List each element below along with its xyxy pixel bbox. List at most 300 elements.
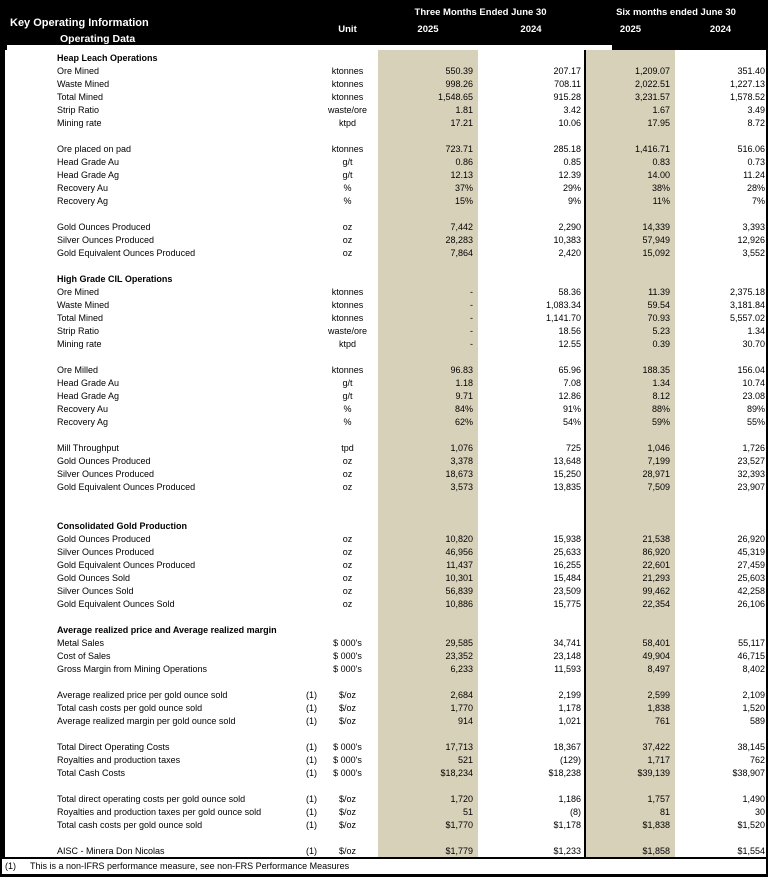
row-label: Recovery Au: [57, 183, 109, 193]
value-six-2024: 1,227.13: [729, 79, 765, 89]
value-q2-2024: 12.86: [558, 391, 581, 401]
value-q2-2025: 2,684: [450, 690, 473, 700]
footnote-reference: [303, 598, 317, 611]
value-six-2025: 11.39: [648, 287, 670, 297]
value-q2-2024: 10.06: [558, 118, 581, 128]
row-label: Royalties and production taxes per gold ounce sold: [57, 807, 262, 817]
value-six-2025: 28,971: [642, 469, 670, 479]
value-six-2024: 11.24: [743, 170, 765, 180]
footnote-reference: [303, 585, 317, 598]
row-label: Mill Throughput: [57, 443, 119, 453]
value-six-2025: 0.39: [652, 339, 670, 349]
value-q2-2024: 1,178: [558, 703, 581, 713]
row-label: Royalties and production taxes: [57, 755, 181, 765]
value-q2-2024: 15,775: [553, 599, 581, 609]
unit-cell: oz: [342, 235, 353, 245]
unit-cell: oz: [342, 469, 353, 479]
table-row: [5, 689, 766, 702]
value-six-2024: 1,578.52: [729, 92, 765, 102]
unit-cell: g/t: [342, 391, 353, 401]
table-row: [5, 767, 766, 780]
row-label: Gold Equivalent Ounces Produced: [57, 482, 196, 492]
value-q2-2025: 18,673: [445, 469, 473, 479]
value-q2-2025: 10,886: [445, 599, 473, 609]
row-label: Head Grade Ag: [57, 391, 120, 401]
value-six-2024: 762: [749, 755, 765, 765]
value-q2-2024: 18.56: [558, 326, 581, 336]
value-six-2025: 37,422: [642, 742, 670, 752]
footnote-reference: [303, 559, 317, 572]
value-six-2025: 22,601: [642, 560, 670, 570]
row-label: Gold Ounces Sold: [57, 573, 131, 583]
value-six-2024: 589: [749, 716, 765, 726]
footnote-reference: [303, 312, 317, 325]
unit-cell: g/t: [342, 378, 353, 388]
unit-cell: oz: [342, 573, 353, 583]
footnote-reference: [303, 169, 317, 182]
value-six-2025: 14,339: [642, 222, 670, 232]
value-q2-2025: 12.13: [450, 170, 473, 180]
row-label: Average realized margin per gold ounce sold: [57, 716, 236, 726]
value-six-2024: 26,106: [737, 599, 765, 609]
footnote-reference: (1): [306, 703, 317, 713]
value-six-2025: 1,757: [647, 794, 670, 804]
value-q2-2024: 1,021: [558, 716, 581, 726]
spacer-row: [5, 780, 766, 793]
footnote-reference: [303, 650, 317, 663]
footnote-reference: [303, 234, 317, 247]
value-six-2025: 81: [659, 807, 670, 817]
spacer-row: [5, 494, 766, 507]
table-row: [5, 377, 766, 390]
footnote-reference: [303, 364, 317, 377]
unit-cell: oz: [342, 534, 353, 544]
value-six-2025: 99,462: [642, 586, 670, 596]
value-q2-2024: $1,233: [553, 846, 581, 856]
value-six-2024: 7%: [751, 196, 765, 206]
footnote-reference: [303, 663, 317, 676]
table-row: [5, 468, 766, 481]
section-header-row: [5, 273, 766, 286]
unit-cell: oz: [342, 248, 353, 258]
spacer-row: [5, 130, 766, 143]
table-body-wrap: [5, 50, 766, 857]
table-row: [5, 117, 766, 130]
value-q2-2025: 1.81: [455, 105, 473, 115]
value-six-2025: 2,022.51: [634, 79, 670, 89]
row-label: Gold Equivalent Ounces Produced: [57, 560, 196, 570]
value-six-2025: 38%: [651, 183, 670, 193]
value-q2-2025: 1,076: [450, 443, 473, 453]
value-q2-2025: 3,573: [450, 482, 473, 492]
unit-cell: g/t: [342, 157, 353, 167]
table-row: [5, 234, 766, 247]
table-row: [5, 390, 766, 403]
row-label: Total Mined: [57, 92, 104, 102]
value-six-2025: 188.35: [642, 365, 670, 375]
unit-cell: %: [343, 183, 352, 193]
footnote-reference: [303, 117, 317, 130]
spacer-row: [5, 676, 766, 689]
row-label: Recovery Ag: [57, 417, 109, 427]
value-six-2024: 1,520: [742, 703, 765, 713]
column-group-divider: [584, 50, 586, 874]
value-six-2025: 49,904: [642, 651, 670, 661]
value-six-2025: 70.93: [647, 313, 670, 323]
value-q2-2025: 96.83: [450, 365, 473, 375]
table-row: [5, 325, 766, 338]
row-label: Gold Ounces Produced: [57, 456, 151, 466]
row-label: Gross Margin from Mining Operations: [57, 664, 208, 674]
section-title: Heap Leach Operations: [57, 53, 158, 63]
value-six-2025: 58,401: [642, 638, 670, 648]
unit-cell: ktonnes: [331, 66, 364, 76]
value-six-2024: 23,527: [737, 456, 765, 466]
section-title: Average realized price and Average realized margin: [57, 625, 277, 635]
table-row: [5, 715, 766, 728]
footnote-reference: [303, 156, 317, 169]
value-q2-2024: 23,509: [553, 586, 581, 596]
row-label: Gold Equivalent Ounces Sold: [57, 599, 175, 609]
row-label: Cost of Sales: [57, 651, 111, 661]
value-q2-2024: 23,148: [553, 651, 581, 661]
row-label: Total Cash Costs: [57, 768, 126, 778]
value-six-2025: 22,354: [642, 599, 670, 609]
footnote-reference: (1): [306, 716, 317, 726]
column-group-six-months: Six months ended June 30: [616, 7, 736, 18]
footnote-reference: [303, 104, 317, 117]
value-q2-2024: 1,141.70: [545, 313, 581, 323]
value-q2-2024: 13,648: [553, 456, 581, 466]
table-row: [5, 546, 766, 559]
footnote-reference: [303, 533, 317, 546]
row-label: Head Grade Au: [57, 378, 120, 388]
unit-cell: $ 000's: [333, 638, 362, 648]
value-q2-2024: 10,383: [553, 235, 581, 245]
table-row: [5, 312, 766, 325]
unit-column-header: Unit: [338, 24, 357, 35]
value-q2-2025: 521: [457, 755, 473, 765]
unit-cell: oz: [342, 222, 353, 232]
value-q2-2025: -: [470, 339, 473, 349]
unit-cell: waste/ore: [327, 105, 368, 115]
value-six-2024: 8,402: [742, 664, 765, 674]
unit-cell: $/oz: [338, 794, 356, 804]
row-label: Recovery Au: [57, 404, 109, 414]
value-q2-2024: (129): [559, 755, 581, 765]
value-q2-2024: 91%: [562, 404, 581, 414]
table-row: [5, 559, 766, 572]
value-six-2024: 27,459: [737, 560, 765, 570]
value-q2-2024: 13,835: [553, 482, 581, 492]
unit-cell: %: [343, 196, 352, 206]
row-label: Mining rate: [57, 118, 102, 128]
table-row: [5, 221, 766, 234]
unit-cell: $/oz: [338, 703, 356, 713]
value-six-2025: 21,538: [642, 534, 670, 544]
table-row: [5, 650, 766, 663]
value-six-2024: 10.74: [742, 378, 765, 388]
value-six-2024: 2,109: [742, 690, 765, 700]
value-q2-2025: $18,234: [440, 768, 473, 778]
value-q2-2025: 37%: [454, 183, 473, 193]
value-six-2024: 42,258: [737, 586, 765, 596]
footnote-reference: [303, 416, 317, 429]
value-six-2025: 1,209.07: [634, 66, 670, 76]
spacer-row: [5, 260, 766, 273]
footnote-reference: (1): [306, 807, 317, 817]
footnote-reference: [303, 442, 317, 455]
value-q2-2024: 1,083.34: [545, 300, 581, 310]
value-q2-2025: 23,352: [445, 651, 473, 661]
table-row: [5, 806, 766, 819]
value-six-2024: 1.34: [747, 326, 765, 336]
row-label: Ore placed on pad: [57, 144, 132, 154]
unit-cell: g/t: [342, 170, 353, 180]
value-q2-2025: 550.39: [445, 66, 473, 76]
value-six-2025: 1.67: [652, 105, 670, 115]
table-row: [5, 104, 766, 117]
value-six-2024: 55%: [746, 417, 765, 427]
unit-cell: oz: [342, 456, 353, 466]
footnote-reference: [303, 572, 317, 585]
footnote-reference: [303, 78, 317, 91]
value-six-2025: 1,838: [647, 703, 670, 713]
value-six-2024: 1,726: [742, 443, 765, 453]
unit-cell: $ 000's: [333, 651, 362, 661]
footnote-reference: [303, 481, 317, 494]
footnote-marker: (1): [5, 861, 16, 871]
value-q2-2025: -: [470, 326, 473, 336]
value-six-2024: $1,554: [737, 846, 765, 856]
row-label: Total Mined: [57, 313, 104, 323]
value-six-2024: 2,375.18: [729, 287, 765, 297]
value-q2-2025: 9.71: [455, 391, 473, 401]
value-six-2024: 38,145: [737, 742, 765, 752]
value-q2-2025: -: [470, 287, 473, 297]
section-title: Consolidated Gold Production: [57, 521, 187, 531]
value-six-2024: 23.08: [742, 391, 765, 401]
spacer-row: [5, 507, 766, 520]
unit-cell: tpd: [341, 443, 354, 453]
table-row: [5, 182, 766, 195]
unit-cell: ktpd: [338, 339, 356, 349]
value-six-2024: 25,603: [737, 573, 765, 583]
spacer-row: [5, 429, 766, 442]
table-body: [5, 50, 766, 858]
footnote-reference: [303, 195, 317, 208]
footnote-reference: [303, 221, 317, 234]
value-six-2024: 1,490: [742, 794, 765, 804]
value-six-2025: 11%: [652, 196, 670, 206]
spacer-row: [5, 351, 766, 364]
table-row: [5, 91, 766, 104]
table-row: [5, 637, 766, 650]
row-label: Gold Ounces Produced: [57, 534, 151, 544]
table-row: [5, 455, 766, 468]
value-q2-2025: 29,585: [445, 638, 473, 648]
table-row: [5, 533, 766, 546]
value-q2-2025: 17,713: [445, 742, 473, 752]
value-six-2025: 7,199: [647, 456, 670, 466]
value-six-2024: 45,319: [737, 547, 765, 557]
footnote-reference: (1): [306, 755, 317, 765]
footnote-reference: [303, 143, 317, 156]
table-row: [5, 702, 766, 715]
value-six-2024: 5,557.02: [729, 313, 765, 323]
value-six-2025: 21,293: [642, 573, 670, 583]
value-six-2025: 88%: [651, 404, 670, 414]
footnote-reference: (1): [306, 768, 317, 778]
footnote-reference: (1): [306, 690, 317, 700]
footnote-reference: [303, 65, 317, 78]
value-six-2025: 5.23: [652, 326, 670, 336]
footnote-reference: [303, 546, 317, 559]
value-q2-2024: 915.28: [553, 92, 581, 102]
footnote-reference: [303, 338, 317, 351]
value-six-2025: 8,497: [647, 664, 670, 674]
row-label: Recovery Ag: [57, 196, 109, 206]
value-q2-2025: 1.18: [455, 378, 473, 388]
unit-cell: ktonnes: [331, 144, 364, 154]
value-six-2025: 17.95: [647, 118, 670, 128]
footnote-reference: [303, 455, 317, 468]
value-six-2025: $1,838: [642, 820, 670, 830]
table-row: [5, 247, 766, 260]
year-header-six-2024: 2024: [709, 24, 732, 35]
value-six-2024: 0.73: [747, 157, 765, 167]
value-q2-2025: 10,301: [445, 573, 473, 583]
unit-cell: $/oz: [338, 807, 356, 817]
value-q2-2024: 7.08: [563, 378, 581, 388]
table-row: [5, 598, 766, 611]
value-six-2025: 1,416.71: [634, 144, 670, 154]
footnote-reference: (1): [306, 820, 317, 830]
value-six-2024: 26,920: [737, 534, 765, 544]
row-label: Total Direct Operating Costs: [57, 742, 170, 752]
footnote-reference: (1): [306, 742, 317, 752]
value-six-2024: 28%: [746, 183, 765, 193]
value-six-2025: 761: [654, 716, 670, 726]
unit-cell: $ 000's: [333, 755, 362, 765]
value-q2-2024: 12.55: [558, 339, 581, 349]
row-label: Head Grade Au: [57, 157, 120, 167]
unit-cell: oz: [342, 599, 353, 609]
value-six-2024: $1,520: [737, 820, 765, 830]
value-six-2025: 1,046: [647, 443, 670, 453]
value-q2-2024: 11,593: [554, 664, 581, 674]
unit-cell: $/oz: [338, 690, 356, 700]
value-q2-2025: -: [470, 313, 473, 323]
table-row: [5, 442, 766, 455]
spacer-row: [5, 832, 766, 845]
section-header-row: [5, 624, 766, 637]
table-row: [5, 78, 766, 91]
value-q2-2025: 10,820: [445, 534, 473, 544]
value-q2-2024: 34,741: [553, 638, 581, 648]
value-q2-2024: 18,367: [553, 742, 581, 752]
value-six-2025: 1,717: [647, 755, 670, 765]
column-group-three-months: Three Months Ended June 30: [414, 7, 547, 18]
value-q2-2024: 1,186: [558, 794, 581, 804]
value-six-2025: 59.54: [647, 300, 670, 310]
value-q2-2025: 51: [462, 807, 473, 817]
value-q2-2024: 16,255: [553, 560, 581, 570]
unit-cell: oz: [342, 586, 353, 596]
row-label: Silver Ounces Produced: [57, 547, 155, 557]
row-label: Ore Mined: [57, 287, 100, 297]
value-q2-2024: 2,199: [558, 690, 581, 700]
footnote-reference: [303, 286, 317, 299]
value-q2-2024: 285.18: [553, 144, 581, 154]
value-q2-2024: 15,250: [553, 469, 581, 479]
footnote-reference: [303, 390, 317, 403]
value-q2-2024: 54%: [562, 417, 581, 427]
value-q2-2024: 15,484: [553, 573, 581, 583]
footnote-text: This is a non-IFRS performance measure, see non-FRS Performance Measures: [30, 861, 350, 871]
footnote-reference: [303, 403, 317, 416]
value-q2-2024: 725: [565, 443, 581, 453]
row-label: Total cash costs per gold ounce sold: [57, 820, 203, 830]
value-six-2024: 156.04: [737, 365, 765, 375]
value-six-2024: 3,393: [742, 222, 765, 232]
table-row: [5, 754, 766, 767]
row-label: Metal Sales: [57, 638, 105, 648]
row-label: Strip Ratio: [57, 105, 100, 115]
year-header-q2-2024: 2024: [520, 24, 542, 35]
table-row: [5, 819, 766, 832]
spacer-row: [5, 611, 766, 624]
row-label: Average realized price per gold ounce sold: [57, 690, 228, 700]
row-label: Waste Mined: [57, 300, 110, 310]
value-q2-2025: 17.21: [450, 118, 473, 128]
section-header-row: [5, 520, 766, 533]
value-six-2024: 12,926: [737, 235, 765, 245]
footnote-reference: [303, 91, 317, 104]
page-subtitle: Operating Data: [60, 33, 136, 45]
value-six-2024: 55,117: [738, 638, 765, 648]
value-six-2025: 0.83: [652, 157, 670, 167]
row-label: Waste Mined: [57, 79, 110, 89]
value-q2-2025: $1,779: [445, 846, 473, 856]
value-q2-2024: 708.11: [554, 79, 581, 89]
value-q2-2024: $18,238: [548, 768, 581, 778]
unit-cell: $/oz: [338, 716, 356, 726]
value-q2-2024: $1,178: [553, 820, 581, 830]
value-q2-2024: 29%: [562, 183, 581, 193]
value-q2-2025: 84%: [454, 404, 473, 414]
table-row: [5, 793, 766, 806]
footnote-reference: [303, 299, 317, 312]
unit-cell: oz: [342, 560, 353, 570]
value-six-2025: 15,092: [642, 248, 670, 258]
value-six-2024: 3.49: [747, 105, 765, 115]
table-row: [5, 741, 766, 754]
value-q2-2024: 15,938: [553, 534, 581, 544]
unit-cell: $/oz: [338, 820, 356, 830]
unit-cell: $/oz: [338, 846, 356, 856]
value-six-2024: 32,393: [737, 469, 765, 479]
value-q2-2025: 62%: [454, 417, 473, 427]
value-q2-2024: 2,420: [558, 248, 581, 258]
value-six-2024: 351.40: [737, 66, 765, 76]
value-six-2025: 86,920: [642, 547, 670, 557]
value-six-2024: 89%: [746, 404, 765, 414]
section-header-row: [5, 52, 766, 65]
value-q2-2024: 2,290: [558, 222, 581, 232]
footnote-reference: [303, 637, 317, 650]
value-q2-2025: 723.71: [445, 144, 473, 154]
